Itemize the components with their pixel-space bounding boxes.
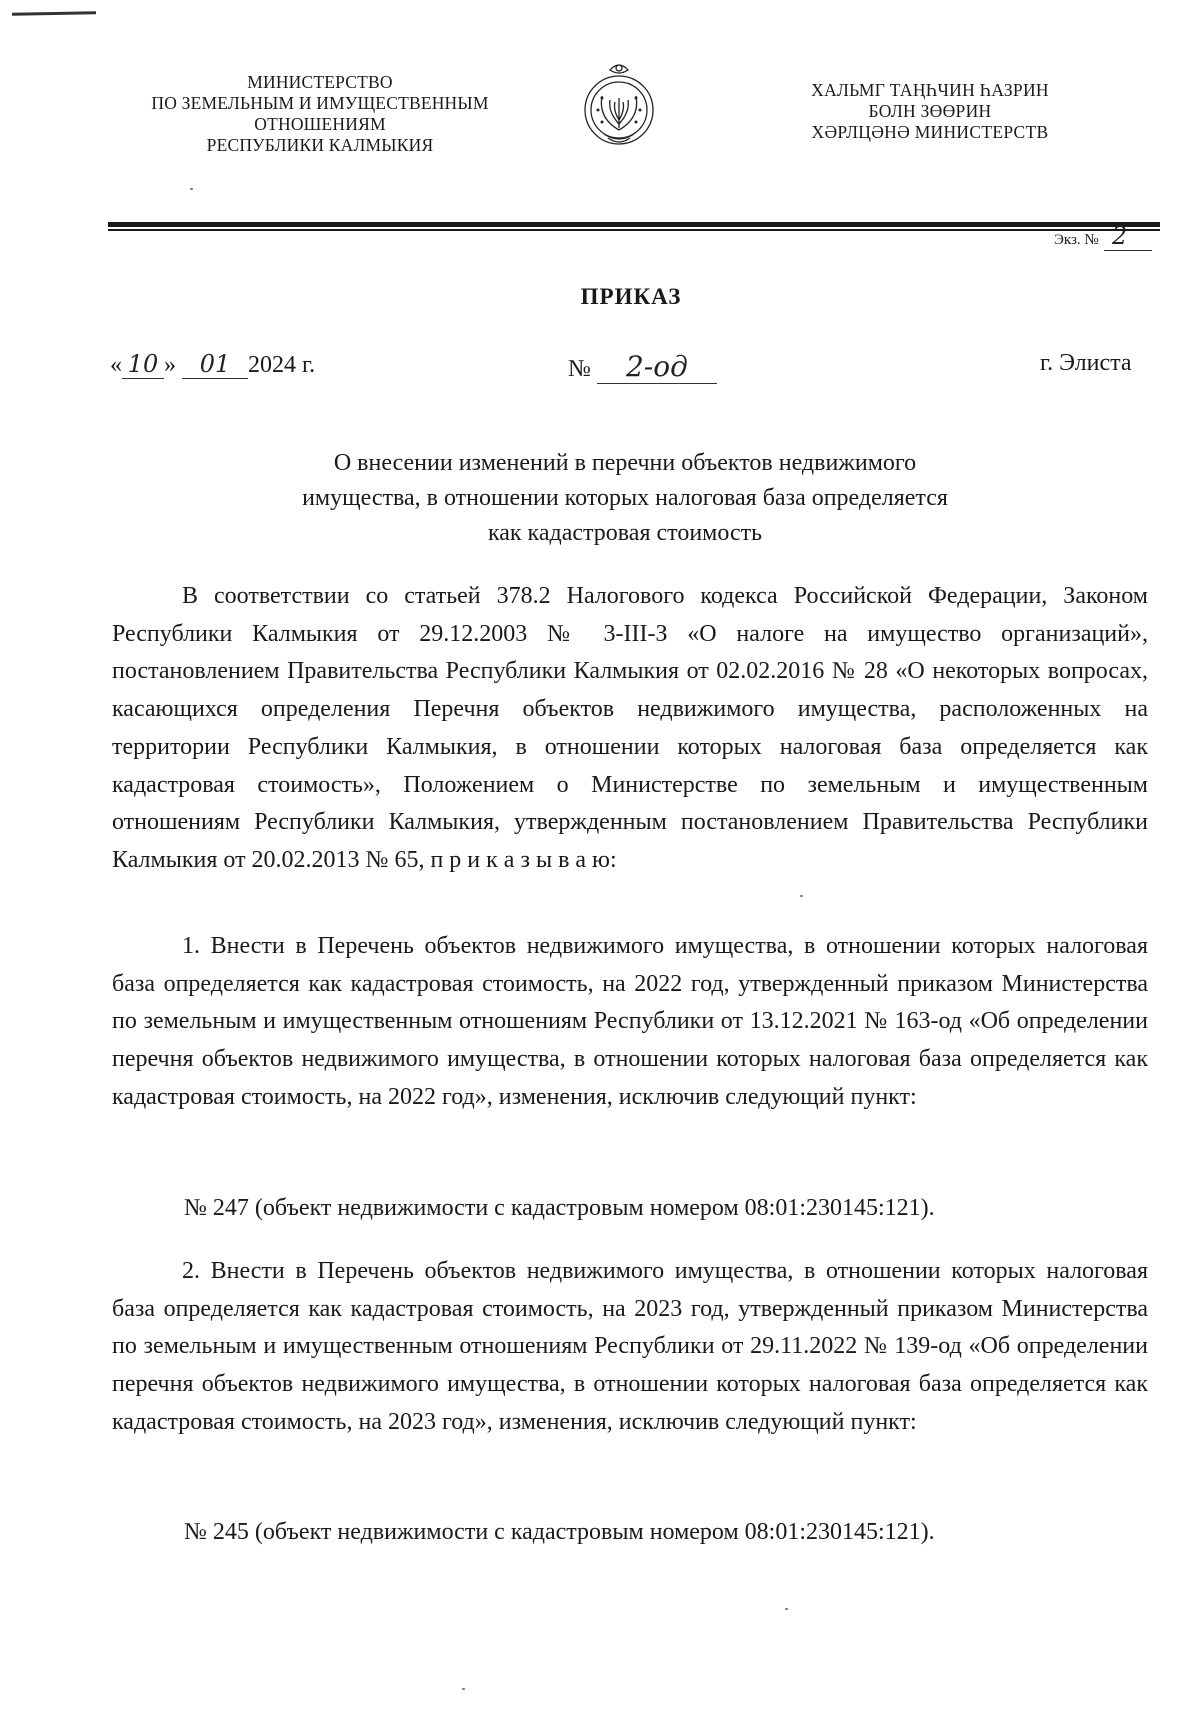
item-1-paragraph [112,928,1148,1117]
order-number-value: 2-од [597,350,717,384]
city: г. Элиста [1040,350,1132,376]
kalmykia-coat-of-arms-icon [578,58,660,154]
order-subject [150,446,1100,551]
date-close-quote: » [164,352,176,378]
order-number-label: № [568,356,591,382]
date-year: 2024 г. [248,352,316,378]
ministry-name-russian [110,72,530,156]
subject-line: имущества, в отношении которых налоговая база определяется [302,485,948,511]
subject-line: О внесении изменений в перечни объектов недвижимого [333,450,917,476]
order-date [110,350,315,379]
scan-artifact-line [12,11,96,15]
item-1-text: 1. Внести в Перечень объектов недвижимого имущества, в отношении которых налоговая база определяется как кадастровая стоимость, на 2022 год, утвержденный приказом Министерства по земельным и имущественным отношениям Республики от 13.12.2021 № 163-од «Об определении перечня объектов недвижимого имущества, в отношении которых налоговая база определяется как кадастровая стоимость, на 2022 год», изменения, исключив следующий пункт: [112,933,1148,1110]
item-1-entry: № 247 (объект недвижимости с кадастровым номером 08:01:230145:121). [184,1195,935,1221]
ministry-name-line: ОТНОШЕНИЯМ [254,114,386,134]
preamble-paragraph [112,578,1148,880]
ministry-name-line: БОЛН ЗӨӨРИН [868,101,992,121]
scan-speck [785,1608,788,1610]
preamble-text: В соответствии со статьей 378.2 Налогового кодекса Российской Федерации, Законом Республики Калмыкия от 29.12.2003 № 3-III-З «О налоге на имущество организаций», постановлением Правительства Республики Калмыкия от 02.02.2016 № 28 «О некоторых вопросах, касающихся определения Перечня объектов недвижимого имущества, расположенных на территории Республики Калмыкия, в отношении которых налоговая база определяется как кадастровая стоимость», Положением о Министерстве по земельным и имущественным отношениям Республики Калмыкия, утвержденным постановлением Правительства Республики Калмыкия от 20.02.2013 № 65, п р и к а з ы в а ю: [112,583,1148,873]
copy-number-label: Экз. № [1054,232,1099,248]
ministry-name-line: ПО ЗЕМЕЛЬНЫМ И ИМУЩЕСТВЕННЫМ [151,93,489,113]
date-open-quote: « [110,352,122,378]
subject-line: как кадастровая стоимость [487,520,763,546]
copy-number-underline [1104,250,1152,251]
copy-number-value: 2 [1112,222,1128,250]
header-divider [108,222,1160,227]
ministry-name-line: ХӘРЛЦӘНӘ МИНИСТЕРСТВ [811,122,1049,142]
item-2-entry: № 245 (объект недвижимости с кадастровым номером 08:01:230145:121). [184,1519,935,1545]
ministry-name-line: ХАЛЬМГ ТАҢҺЧИН ҺАЗРИН [811,80,1049,100]
item-2-paragraph [112,1253,1148,1442]
date-month: 01 [182,350,248,379]
order-number [568,350,717,384]
scan-speck [190,188,193,190]
scan-speck [800,895,803,897]
item-2-text: 2. Внести в Перечень объектов недвижимого имущества, в отношении которых налоговая база определяется как кадастровая стоимость, на 2023 год, утвержденный приказом Министерства по земельным и имущественным отношениям Республики от 29.11.2022 № 139-од «Об определении перечня объектов недвижимого имущества, в отношении которых налоговая база определяется как кадастровая стоимость, на 2023 год», изменения, исключив следующий пункт: [112,1258,1148,1435]
header-divider-thin [108,229,1160,231]
ministry-name-kalmyk [780,80,1080,143]
ministry-name-line: МИНИСТЕРСТВО [247,72,393,92]
ministry-name-line: РЕСПУБЛИКИ КАЛМЫКИЯ [206,135,434,155]
document-title: ПРИКАЗ [580,284,682,309]
scan-speck [462,1688,465,1690]
date-day: 10 [122,350,164,379]
